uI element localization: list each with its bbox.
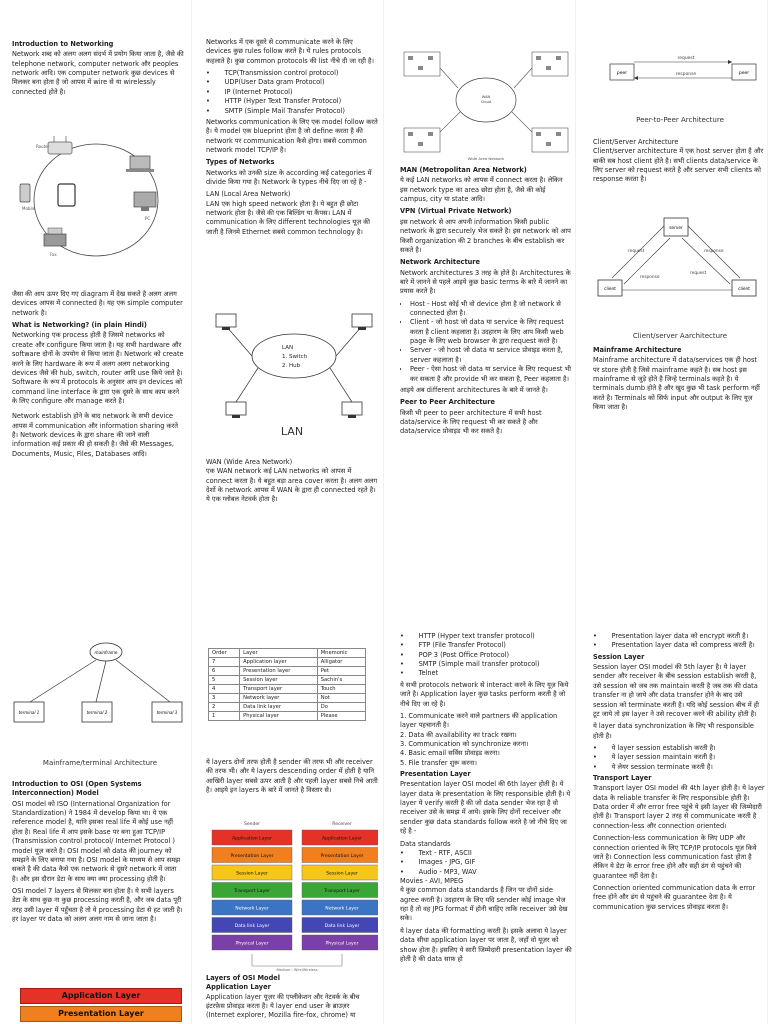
paragraph: ये layers दोनों तरफ होती है sender की तरफ भी और receiver की तरफ भी। और ये layers descending order में होती है यानि आखिरी layer सबसे ऊपर आती है और पहली layer सबसे निचे आती है। आइये इन layers के बारे में जानते है विस्तार से। [206,758,378,795]
computer-icon [352,314,372,330]
mainframe-caption: Mainframe/terminal Architecture [42,759,158,767]
svg-text:WAN: WAN [481,95,491,99]
col2-application-block [206,974,378,1024]
col4-client-server-block [593,138,765,208]
svg-text:response: response [675,72,697,77]
table-header: Order [209,649,240,658]
col1-osi-block [12,780,184,980]
list-item: • FTP (File Transfer Protocol) [400,641,506,650]
list-item: • SMTP (Simple mail transfer protocol) [400,660,540,669]
section-title: Presentation Layer [400,770,471,779]
svg-text:server: server [669,226,683,231]
list-item: 5. File transfer शुरू करना। [400,758,477,767]
paragraph: जैसा की आप ऊपर दिए गए diagram में देख सकते है अलग अलग devices आपस में connected है। यह एक simple computer network है। [12,290,183,317]
subheading: Client/Server Architecture [593,138,679,146]
osi-layer-label: Presentation Layer [320,854,364,859]
svg-text:response: response [704,249,724,254]
paragraph: Connection-less communication के लिए UDP और connection oriented के लिए TCP/IP protocols यूज़ किये जाते है। Connection less communication fast होता है लेकिन ये डेटा के error free होने और सही ढंग से पहुंचने की guarantee नहीं देता है। [593,834,757,880]
section-title: Introduction to OSI (Open Systems Interconnection) Model [12,780,142,798]
paragraph: Client/server architecture में एक host server होता है और बाकी सब host client होते है। सभी clients data/service के लिए server को request करते है और server सभी clients को response करता है। [593,147,764,184]
paragraph: किसी भी peer to peer architecture में सभी host data/service के लिए request भी कर सकते है और data/service प्रोवाइड भी कर सकते है। [400,408,542,436]
paragraph: OSI model को ISO (International Organization for Standardization) ने 1984 में develop किया था। ये एक reference model है, यानि इसका real life में कोई use नहीं होता है। Real life में आप इसके base पर बना हुआ TCP/IP (Transmission control protocol/ Internet Protocol ) model यूज़ करते है। OSI model को data की journey को समझने के लिए बनाया गया है। OSI model के माध्यम से आप समझ सकते है की data कैसे एक network से दूसरे network में जाता है। और इस दौरान डेटा के साथ क्या क्या processing होती है। [12,799,181,883]
terms-list [400,300,572,384]
subheading: LAN (Local Area Network) [206,190,291,199]
section-title: Peer to Peer Architecture [400,398,495,407]
tablet-icon [58,184,75,206]
svg-text:request: request [690,271,707,276]
subheading: Data standards [400,839,451,848]
osi-layer-label: Presentation Layer [230,854,274,859]
fax-icon [44,228,66,246]
osi-layer-label: Network Layer [325,906,359,912]
computer-icon [226,402,246,418]
peer-to-peer-diagram [596,48,766,130]
cs-caption: Client/server Aarchitecture [632,332,728,340]
col2-layers-intro [206,758,378,818]
router-label: Router [36,144,50,149]
list-item: • ये layer session establish करती है। [593,743,716,752]
computer-icon [216,314,236,330]
table-row: 1 Physical layer Please [209,712,366,721]
data-standards-list [400,849,572,877]
table-header: Mnemonic [317,649,365,658]
osi-layer-label: Transport Layer [234,889,270,894]
subheading: WAN (Wide Area Network) [206,458,293,466]
svg-text:peer: peer [616,71,628,76]
osi-layers-table-wrap [208,648,366,721]
paragraph: OSI model 7 layers से मिलकर बना होता है। ये सभी layers डेटा के साथ कुछ ना कुछ processing करती है, और जब data पूरी तरह उसी layer में पहुँचता है तो ये processing डेटा से हट जाती है। हर layer पर data को अलग अलग नाम से जाना जाता है। [12,886,183,924]
list-item: • Images - JPG, GIF [400,858,476,867]
section-title: Transport Layer [593,774,652,783]
col2-protocols-block [206,38,378,304]
protocol-list [400,632,572,679]
col4-session-transport-block [593,632,765,1024]
list-item: • IP (Internet Protocol) [206,87,293,96]
list-item: • TCP(Transmission control protocol) [206,69,339,78]
osi-layer-label: Application Layer [322,836,362,842]
svg-text:terminal 3: terminal 3 [156,710,178,715]
list-item: • UDP(User Data gram Protocol) [206,78,325,87]
mobile-label: Mobile [22,206,36,211]
col3-application-presentation-block [400,632,572,1024]
fax-label: Fax [50,252,57,257]
osi-layer-label: Data link Layer [234,924,270,929]
presentation-layer-bar: Presentation Layer [20,1006,182,1022]
list-item: • Telnet [400,669,439,678]
table-row: 6 Presentation layer Pet [209,667,366,676]
list-item: • Presentation layer data को encrypt करती है। [593,632,749,640]
list-item: • SMTP (Simple Mail Transfer Protocol) [206,106,345,115]
list-item: • Text - RTF, ASCII [400,848,472,857]
mainframe-label: mainframe [94,650,118,655]
svg-text:peer: peer [738,71,750,76]
network-devices-diagram [14,128,179,276]
paragraph: Application layer यूज़र की एप्लीकेशन और नेटवर्क के बीच इंटरफ़ेस प्रोवाइड करता है। ये layer end user के ब्राउज़र (Internet explorer, Mozilla fire-fox, chrome) या [206,992,360,1020]
table-row: 3 Network layer Not [209,694,366,703]
receiver-label: Receiver [332,822,352,827]
osi-layer-label: Physical Layer [235,941,269,947]
paragraph: Networks को उनकी size के according कई categories में divide किया गया है। Network के types नीचे दिए जा रहे है - [206,168,372,187]
col1-intro-block [12,38,184,118]
section-title: Session Layer [593,652,645,661]
paragraph: Networks में एक दूसरे से communicate करने के लिए devices कुछ rules follow करते है। ये rules protocols कहलाते है। कुछ common protocols की list नीचे दी जा रही है। [206,38,375,65]
paragraph: ये कई LAN networks को आपस में connect करता है। लेकिन इस network type का area छोटा होता है, जैसे की कोई campus, city या state आदि। [400,176,563,204]
col4-mainframe-block [593,346,765,430]
lan-box-title: LAN [282,345,294,351]
list-item: • HTTP (Hyper Text Transfer Protocol) [206,97,342,106]
lan-label: LAN [280,425,304,438]
application-layer-bar: Application Layer [20,988,182,1004]
paragraph: Network establish होने के बाद network के सभी device आपस में communication और information sharing करते है। Network devices के द्वारा share की जाने वाली information कई प्रकार की हो सकती है। जैसे की Messages, Documents, Music, Files, Databases आदि। [12,412,179,458]
p2p-caption: Peer-to-Peer Architecture [636,116,724,124]
table-row: 2 Data link layer Do [209,703,366,712]
osi-layer-label: Session Layer [326,871,358,877]
section-title: Layers of OSI Model [206,974,281,982]
list-item: 3. Communication को synchronize करना। [400,739,529,748]
sender-label: Sender [244,822,260,827]
client-server-diagram [592,212,766,342]
mobile-icon [20,184,30,202]
svg-text:terminal 1: terminal 1 [18,710,40,715]
list-item: 1. Communicate करने वाले partners की application layer पहचानती है। [400,711,558,730]
list-item: • Presentation layer data को compress करती है। [593,641,755,650]
wan-diagram [398,48,574,164]
list-item: • ये लेयर session terminate करती है। [593,762,713,771]
list-item: 2. Data की availability का track रखना। [400,730,517,739]
paragraph: Transport layer OSI model की 4th layer होती है। ये layer data के reliable transfer के लिए responsible होती है। Data order में और error free पहुंचे ये इसी layer की जिम्मेदारी होती है। Transport layer 2 तरह से communicate करती है connection-less और connection oriented। [593,784,765,830]
table-row: 7 Application layer Alligator [209,658,366,667]
lan-diagram [206,310,378,442]
list-item: • Peer - ऐसा host जो data या service के लिए request भी कर सकता है और provide भी कर सकता है, Peer कहलाता है। [410,365,572,384]
list-item: • POP 3 (Post Office Protocol) [400,650,510,659]
router-icon [48,136,72,154]
paragraph: इस network से आप अपनी information किसी public network के द्वारा securely भेज सकते है। इस network को आप किसी organization की 2 branches के बीच establish कर सकते है। [400,217,571,254]
paragraph: Network शब्द को अलग अलग संदर्भ में प्रयोग किया जाता है, जैसे की telephone network, computer network और peoples network आदि। एक computer network कुछ devices से मिलकर बना होता है जो आपस में wire से या wirelessly connected होते है। [12,50,184,96]
paragraph: ये layer data synchronization के लिए भी responsible होती है। [593,722,754,740]
mainframe-terminal-diagram [10,640,186,770]
list-item: • HTTP (Hyper text transfer protocol) [400,632,535,640]
section-title: Types of Networks [206,158,275,167]
svg-text:terminal 2: terminal 2 [86,710,108,715]
table-row: 5 Session layer Sachin's [209,676,366,685]
svg-text:client: client [604,287,616,292]
pc-icon [134,192,156,211]
paragraph: ये कुछ common data standards है जिन पर दोनों side agree करती है। उदहारण के लिए यदि sender कोई image भेज रहा है तो वह JPG format में होनी चाहिए ताकि receiver उसे देख सके। [400,886,568,923]
osi-layer-label: Application Layer [232,836,272,842]
lan-box-item: 1. Switch [282,354,308,360]
wan-caption: Wide Area Network [467,156,505,161]
paragraph: ये layer data की formatting करती है। इसके अलावा ये layer data सीधा application layer पर जाता है, जहाँ वो यूज़र को show होता है। इसलिए ये सारी जिम्मेदारी presentation layer की होती है की data साफ़ हो [400,926,572,963]
list-item: • Server - जो host जो data या service प्रोवाइड करता है, server कहलाता है। [410,346,572,365]
list-item: • ये layer session maintain करती है। [593,753,716,762]
paragraph: Network architectures 3 तरह के होते है। Architectures के बारे में जानने से पहले आइये कुछ basic terms के बारे में जानने का प्रयास करते है। [400,268,571,296]
svg-text:request: request [677,56,695,61]
section-title: Introduction to Networking [12,40,114,48]
list-item: • Audio - MP3, WAV [400,867,477,876]
computer-icon [342,402,362,418]
section-title: MAN (Metropolitan Area Network) [400,166,527,174]
paragraph: ये सभी protocols network से interact करने के लिए यूज़ किये जाते है। Application layer कुछ tasks perform करती है जो नीचे दिए जा रहे है। [400,680,569,708]
protocol-list [206,69,378,116]
section-title: Mainframe Architecture [593,346,682,354]
osi-layer-label: Network Layer [235,906,269,912]
list-item: 4. Basic email सर्विस प्रोवाइड करना। [400,749,500,758]
list-item: • Host - Host कोई भी वो device होता है जो network से connected होता है। [410,300,572,319]
osi-layers-table [208,648,366,721]
pc-label: PC [145,216,151,221]
paragraph: Networking एक process होती है जिसमे networks को create और configure किया जाता है। यह सभी hardware और software दोनों के उपयोग से किया जाता है। Network को create करने के लिए hardware के रूप में अलग अलग networking devices जैसे की hub, switch, router आदि use किये जाते है। Software के रूप में protocols के अनुसार आप इन devices को command line interface के द्वारा एक दूसरे के साथ काम करने के लिए configure और manage करते है। [12,331,184,405]
paragraph: Session layer OSI model की 5th layer है। ये layer sender और receiver के बीच session establish करती है, उसे session को जब तक maintain करती है जब तक की data transfer ना हो जाये और data transfer होने के बाद उसे session को terminate करती है। यदि कोई session बीच में ही टूट जाये तो इस layer ने उसे recover करने की ability होती है। [593,663,759,718]
lan-box-item: 2. Hub [282,363,301,369]
col2-wan-block [206,458,378,528]
svg-text:response: response [640,275,660,280]
paragraph: आइये अब different architectures के बारे में जानते है। [400,385,548,394]
col3-network-types-block [400,166,572,506]
paragraph: एक WAN network कई LAN networks को आपस में connect करता है। ये बहुत बड़ा area cover करता है। अलग अलग देशों के network आपस में WAN के द्वारा ही connected रहते है। ये एक ग्लोबल नेटवर्क होता है। [206,467,378,504]
paragraph: Mainframe architecture में data/services एक ही host पर store होती है जिसे mainframe कहते है। सब host इस mainframe से जुड़े होते है जिन्हे terminals कहते है। ये terminals dumb होते है और खुद कुछ भी task perform नहीं करते है। Terminals को सिर्फ input और output के लिए यूज़ किया जाता है। [593,356,760,412]
medium-label: Medium : Wire/Wireless [276,968,318,972]
table-header: Layer [240,649,318,658]
osi-layer-label: Session Layer [236,871,268,877]
osi-stack-diagram [206,818,378,972]
svg-text:Cloud: Cloud [480,100,492,104]
col1-networking-block [12,290,184,526]
paragraph: Connection oriented communication data के error free होने और ढंग से पहुंचने की guarantee देता है। ये communication कुछ services प्रोवाइड करता है। [593,883,756,911]
section-title: Network Architecture [400,258,481,267]
osi-layer-label: Physical Layer [325,941,359,947]
svg-text:request: request [628,249,645,254]
paragraph: Presentation layer OSI model की 6th layer होती है। ये layer data के presentation के लिए responsible होती है। ये layer ये verify करती है की जो data sender भेज रहा है वो receiver उसे के समझ में आये। इसके लिए दोनों receiver और sender कुछ data standards follow करते है जो नीचे दिए जा रहे है - [400,780,571,836]
svg-text:client: client [738,287,750,292]
list-item: Movies - AVI, MPEG [400,876,464,885]
session-tasks-list [593,744,765,772]
presentation-tasks-list [593,632,765,651]
table-row: 4 Transport layer Touch [209,685,366,694]
paragraph: Networks communication के लिए एक model follow करते है। ये model एक blueprint होता है जो define करता है की network पर communication कैसे होगा। सबसे common network model TCP/IP है। [206,117,378,154]
osi-layer-label: Transport Layer [324,889,360,894]
osi-layer-label: Data link Layer [324,924,360,929]
laptop-icon [126,156,154,172]
section-title: Application Layer [206,983,271,992]
paragraph: LAN एक high speed network होता है। ये बहुत ही छोटा network होता है। जैसे की एक बिल्डिंग या कैंपस। LAN में communication के लिए different technologies यूज़ की जाती है जिनमे Ethernet सबसे common technology है। [206,199,370,236]
section-title: VPN (Virtual Private Network) [400,207,512,216]
section-title: What is Networking? (in plain Hindi) [12,321,147,330]
list-item: • Client - जो host जो data या service के लिए request करता है client कहलाता है। उदहारण के लिए आप किसी web page के लिए web browser के द्वारा request करते है। [410,318,572,346]
